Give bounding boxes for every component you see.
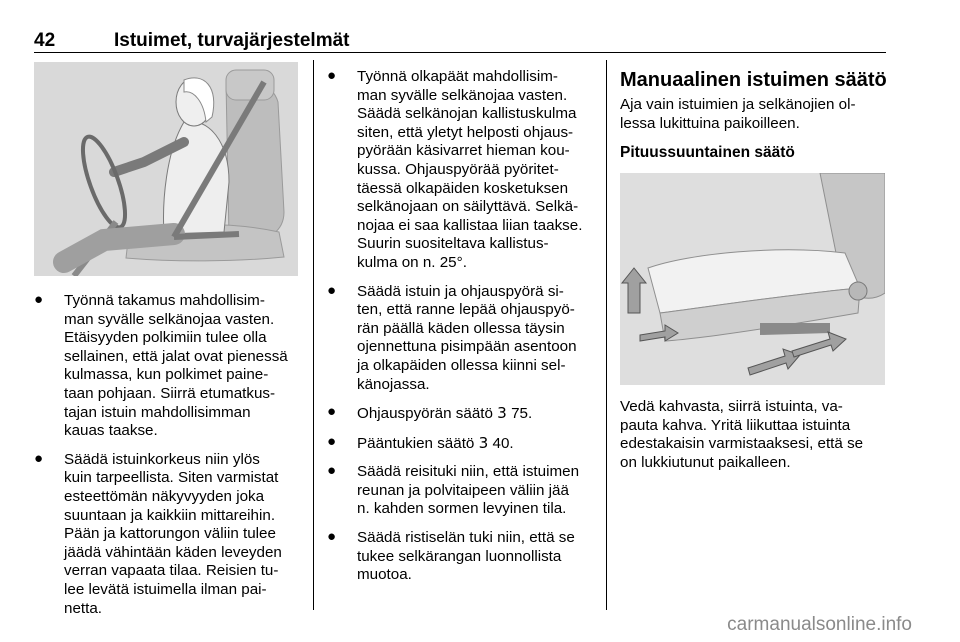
bullet-icon: ● xyxy=(327,528,337,546)
bullet-icon: ● xyxy=(34,291,44,308)
list-item: ● Säädä ristiselän tuki niin, että se tukee selkärangan luonnollista muotoa. xyxy=(327,528,575,584)
list-item: ● Säädä istuin ja ohjauspyörä si- ten, että ranne lepää ohjauspyö- rän päällä käden ollessa täysin ojennettuna pisimpään asentoon ja olkapäiden ollessa kiinni sel- känojassa. xyxy=(327,281,577,393)
list-item: ● Työnnä olkapäät mahdollisim- man syvälle selkänojaa vasten. Säädä selkänojan kallistuskulma siten, että yletyt helposti ohjaus- pyörään käsivarret hieman kou- kussa. Ohjauspyörää pyöritet- täessä olkapäiden kosketuksen selkänojaan on säilyttävä. Selkä- nojaa ei saa kallistaa liian taakse. Suurin suositeltava kallistus- kulma on n. 25°. xyxy=(327,67,583,271)
list-item: ● Ohjauspyörän säätö 3 75. xyxy=(327,403,533,423)
middle-column xyxy=(327,68,599,595)
figure-caption: Vedä kahvasta, siirrä istuinta, va- pauta kahva. Yritä liikuttaa istuinta edestakaisin varmistaaksesi, että se on lukkiutunut paikalleen. xyxy=(620,398,864,471)
right-column-caption xyxy=(620,398,890,472)
header-rule xyxy=(34,52,886,53)
driver-seating-figure xyxy=(34,62,298,276)
subsection-heading: Pituussuuntainen säätö xyxy=(620,144,795,162)
right-column xyxy=(620,68,890,162)
column-divider-2 xyxy=(606,60,607,610)
bullet-icon: ● xyxy=(327,432,337,450)
seat-adjustment-illustration xyxy=(620,173,885,385)
left-bullet-list xyxy=(34,292,306,618)
page-number: 42 xyxy=(34,30,56,51)
page-ref-arrow-icon: 3 xyxy=(478,433,489,452)
bullet-icon: ● xyxy=(327,462,337,480)
bullet-icon: ● xyxy=(34,449,44,467)
list-item: ● Säädä reisituki niin, että istuimen reunan ja polvitaipeen väliin jää n. kahden sormen levyinen tila. xyxy=(327,462,580,518)
page-ref-link[interactable]: 75. xyxy=(511,405,533,423)
column-divider-1 xyxy=(313,60,314,610)
page-ref-link[interactable]: 40. xyxy=(492,434,514,452)
section-heading: Manuaalinen istuimen säätö xyxy=(620,69,887,91)
bullet-icon: ● xyxy=(327,281,337,299)
list-item: ● Säädä istuinkorkeus niin ylös kuin tarpeellista. Siten varmistat esteettömän näkyvyyden joka suuntaan ja kaikkiin mittareihin. Pään ja kattorungon väliin tulee jäädä vähintään käden leveyden verran vapaata tilaa. Reisien tu- lee levätä istuimella ilman pai- netta. xyxy=(34,449,282,617)
seat-adjustment-figure xyxy=(620,173,885,385)
page-header xyxy=(34,30,886,52)
driver-seating-illustration xyxy=(34,62,298,276)
left-column xyxy=(34,292,306,628)
intro-text: Aja vain istuimien ja selkänojien ol- lessa lukittuina paikoilleen. xyxy=(620,96,856,132)
middle-bullet-list xyxy=(327,68,599,585)
page-title: Istuimet, turvajärjestelmät xyxy=(114,30,350,51)
page-ref-arrow-icon: 3 xyxy=(497,404,507,423)
list-item: ● Työnnä takamus mahdollisim- man syvälle selkänojaa vasten. Etäisyyden polkimiin tulee olla sellainen, että jalat ovat pienessä kulmassa, kun polkimet paine- taan pohjaan. Siirrä etumatkus- tajan istuin mahdollisimman kauas taakse. xyxy=(34,291,288,440)
watermark: carmanualsonline.info xyxy=(727,614,912,635)
bullet-icon: ● xyxy=(327,67,337,84)
list-item: ● Pääntukien säätö 3 40. xyxy=(327,432,514,452)
bullet-icon: ● xyxy=(327,403,337,421)
